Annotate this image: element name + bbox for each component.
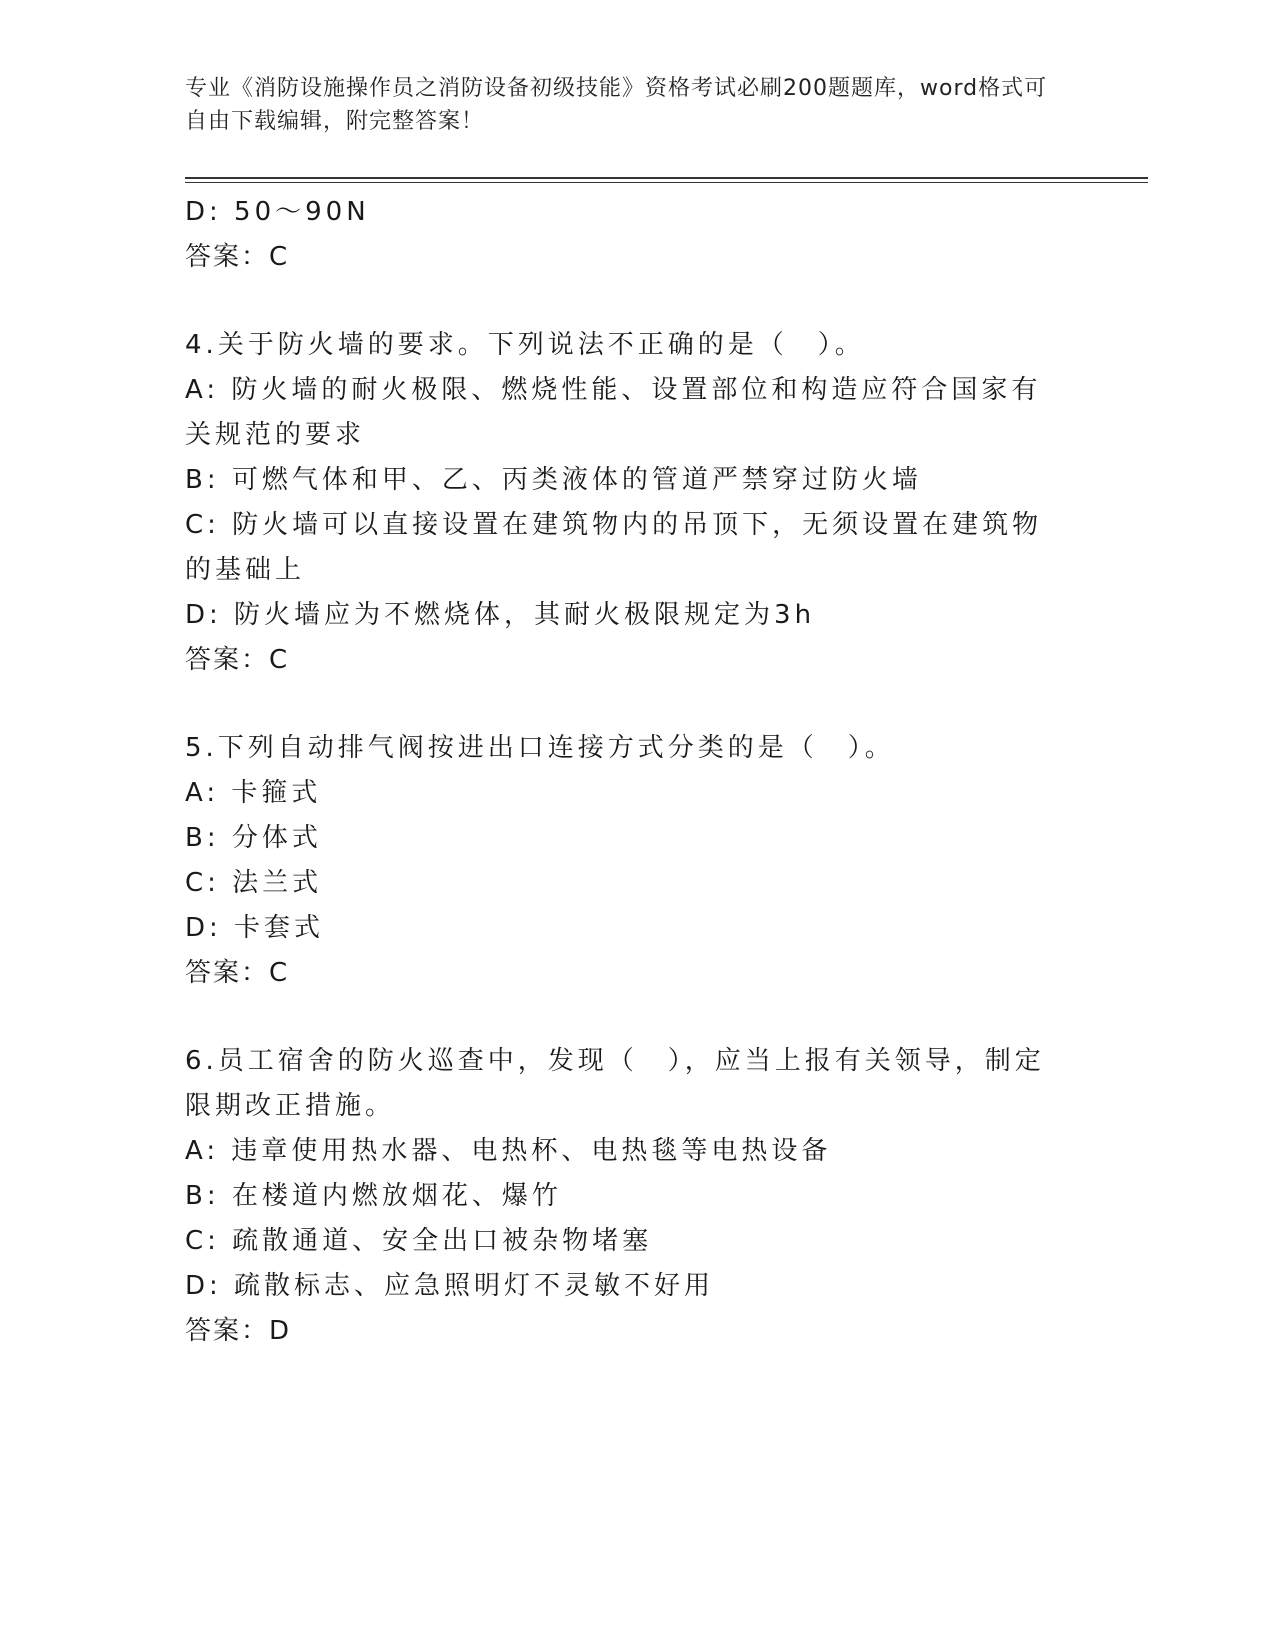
question-stem: 5.下列自动排气阀按进出口连接方式分类的是（ ）。 <box>185 733 895 763</box>
document-header: 专业《消防设施操作员之消防设备初级技能》资格考试必刷200题题库，word格式可自由下载编辑，附完整答案！ <box>185 76 1048 134</box>
option-d: D: 防火墙应为不燃烧体，其耐火极限规定为3h <box>185 600 816 630</box>
option-c: C: 疏散通道、安全出口被杂物堵塞 <box>185 1226 653 1256</box>
option-d: D: 50～90N <box>185 197 370 227</box>
document-body <box>185 190 1085 1354</box>
option-d: D: 疏散标志、应急照明灯不灵敏不好用 <box>185 1271 715 1301</box>
answer-line: 答案：C <box>185 242 290 272</box>
question-stem: 4.关于防火墙的要求。下列说法不正确的是（ ）。 <box>185 330 865 360</box>
option-d: D: 卡套式 <box>185 913 325 943</box>
option-b: B: 分体式 <box>185 823 322 853</box>
option-c: C: 法兰式 <box>185 868 323 898</box>
option-a: A: 卡箍式 <box>185 778 322 808</box>
option-c: C: 防火墙可以直接设置在建筑物内的吊顶下，无须设置在建筑物的基础上 <box>185 510 1043 585</box>
answer-line: 答案：C <box>185 645 290 675</box>
answer-line: 答案：C <box>185 958 290 988</box>
option-b: B: 在楼道内燃放烟花、爆竹 <box>185 1181 562 1211</box>
answer-line: 答案：D <box>185 1316 292 1346</box>
header-rule-bottom <box>185 182 1148 183</box>
header-rule-top <box>185 177 1148 179</box>
option-a: A: 防火墙的耐火极限、燃烧性能、设置部位和构造应符合国家有关规范的要求 <box>185 375 1042 450</box>
question-6 <box>185 1039 1085 1354</box>
question-4 <box>185 323 1085 683</box>
option-b: B: 可燃气体和甲、乙、丙类液体的管道严禁穿过防火墙 <box>185 465 922 495</box>
option-a: A: 违章使用热水器、电热杯、电热毯等电热设备 <box>185 1136 832 1166</box>
question-stem: 6.员工宿舍的防火巡查中，发现（ ），应当上报有关领导，制定限期改正措施。 <box>185 1046 1045 1121</box>
question-5 <box>185 726 1085 996</box>
previous-question-continuation <box>185 190 1085 280</box>
